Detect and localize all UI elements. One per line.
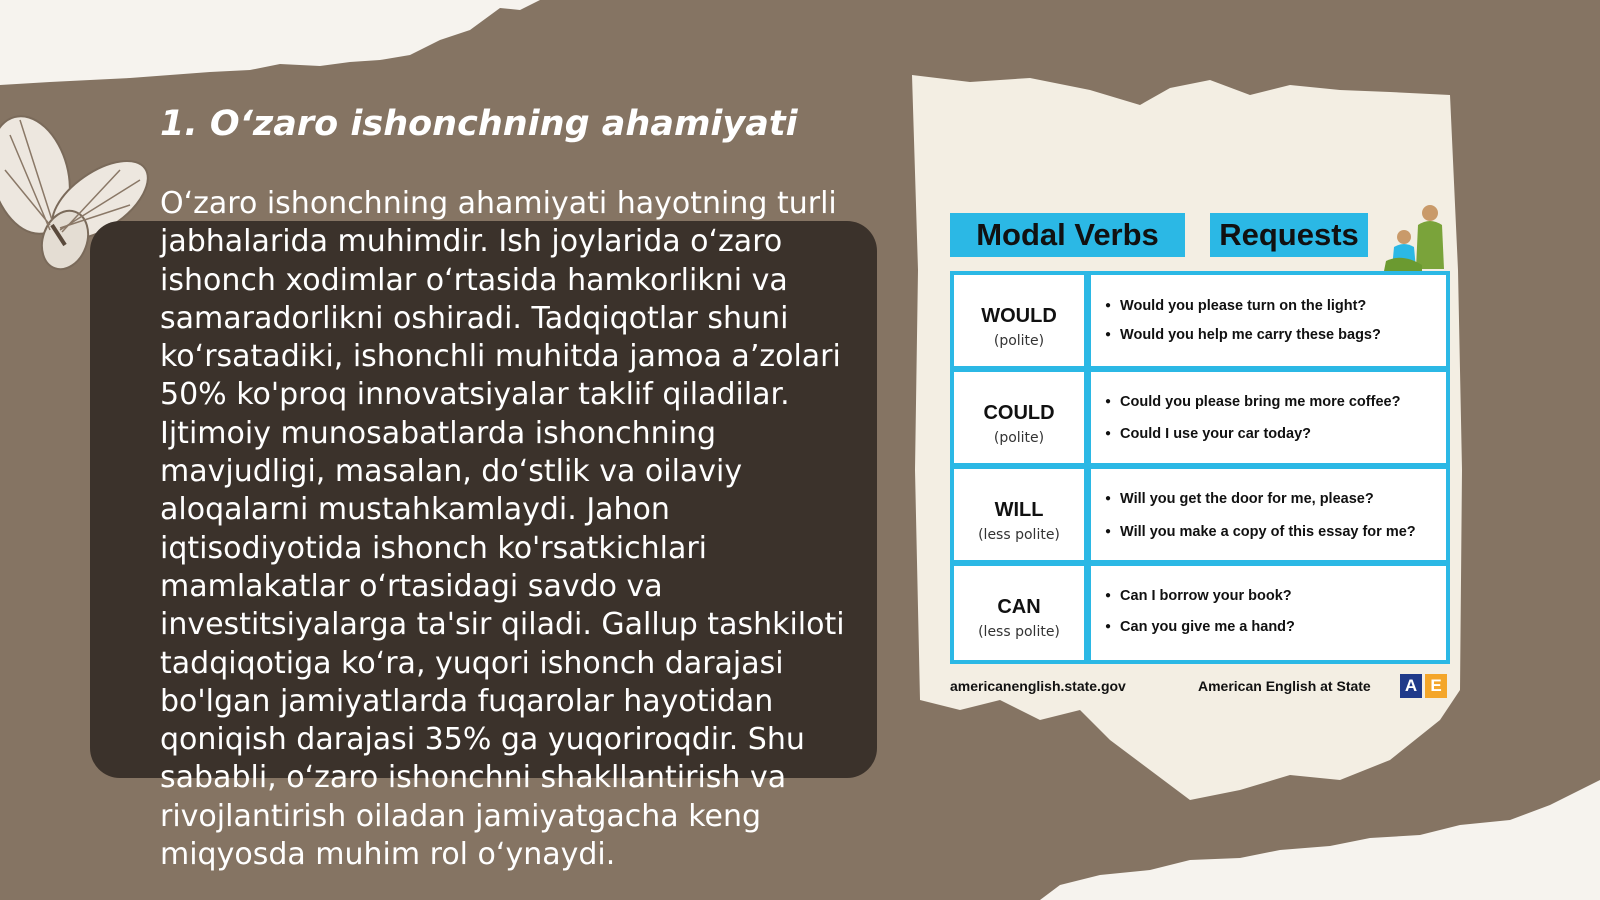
table-row	[954, 372, 1446, 463]
infographic-title: Modal Verbs	[950, 213, 1185, 257]
verb-label: WILL	[994, 499, 1044, 521]
slide-title: 1. O‘zaro ishonchning ahamiyati	[160, 104, 798, 144]
verb-cell	[954, 469, 1084, 560]
examples-cell	[1091, 275, 1446, 366]
examples-cell	[1091, 566, 1446, 660]
torn-paper-top	[0, 0, 540, 90]
verb-note: (polite)	[993, 333, 1045, 349]
logo-a-icon: A	[1400, 674, 1422, 698]
example-item: ● Can you give me a hand?	[1105, 619, 1295, 635]
verb-label: COULD	[983, 402, 1055, 424]
example-item: ● Would you help me carry these bags?	[1105, 327, 1381, 343]
infographic-header	[950, 201, 1450, 261]
logo-e-icon: E	[1425, 674, 1447, 698]
verb-cell	[954, 275, 1084, 366]
infographic-footer	[950, 671, 1450, 701]
examples-cell	[1091, 372, 1446, 463]
verb-table	[950, 271, 1450, 664]
example-item: ● Could I use your car today?	[1105, 426, 1311, 442]
example-item: ● Would you please turn on the light?	[1105, 298, 1366, 314]
modal-verbs-infographic	[950, 201, 1450, 706]
body-text: O‘zaro ishonchning ahamiyati hayotning turli jabhalarida muhimdir. Ish joylarida o‘zaro ishonch xodimlar o‘rtasida hamkorlikni va samaradorlikni oshiradi. Tadqiqotlar shuni ko‘rsatadiki, ishonchli muhitda jamoa a’zolari 50% ko'proq innovatsiyalar taklif qiladilar. Ijtimoiy munosabatlarda ishonchning mavjudligi, masalan, do‘stlik va oilaviy aloqalarni mustahkamlaydi. Jahon iqtisodiyotida ishonch ko'rsatkichlari mamlakatlar o‘rtasidagi savdo va investitsiyalarga ta'sir qiladi. Gallup tashkiloti tadqiqotiga ko‘ra, yuqori ishonch darajasi bo'lgan jamiyatlarda fuqarolar hayotidan qoniqish darajasi 35% ga yuqoriroqdir. Shu sababli, o‘zaro ishonchni shakllantirish va rivojlantirish oiladan jamiyatgacha keng miqyosda muhim rol o‘ynaydi.	[160, 186, 845, 873]
organization-name: American English at State	[1198, 678, 1371, 694]
site-url: americanenglish.state.gov	[950, 678, 1126, 694]
example-item: ● Will you get the door for me, please?	[1105, 491, 1374, 507]
examples-cell	[1091, 469, 1446, 560]
verb-label: WOULD	[981, 305, 1057, 327]
example-item: ● Could you please bring me more coffee?	[1105, 394, 1400, 410]
table-row	[954, 469, 1446, 560]
verb-label: CAN	[997, 596, 1041, 618]
table-row	[954, 275, 1446, 366]
verb-note: (less polite)	[978, 527, 1060, 543]
verb-cell	[954, 566, 1084, 660]
verb-note: (less polite)	[978, 624, 1060, 640]
infographic-subtitle: Requests	[1210, 213, 1368, 257]
table-row	[954, 566, 1446, 660]
people-illustration-icon	[1382, 203, 1450, 273]
verb-note: (polite)	[993, 430, 1045, 446]
example-item: ● Can I borrow your book?	[1105, 588, 1292, 604]
example-item: ● Will you make a copy of this essay for me?	[1105, 524, 1416, 540]
verb-cell	[954, 372, 1084, 463]
